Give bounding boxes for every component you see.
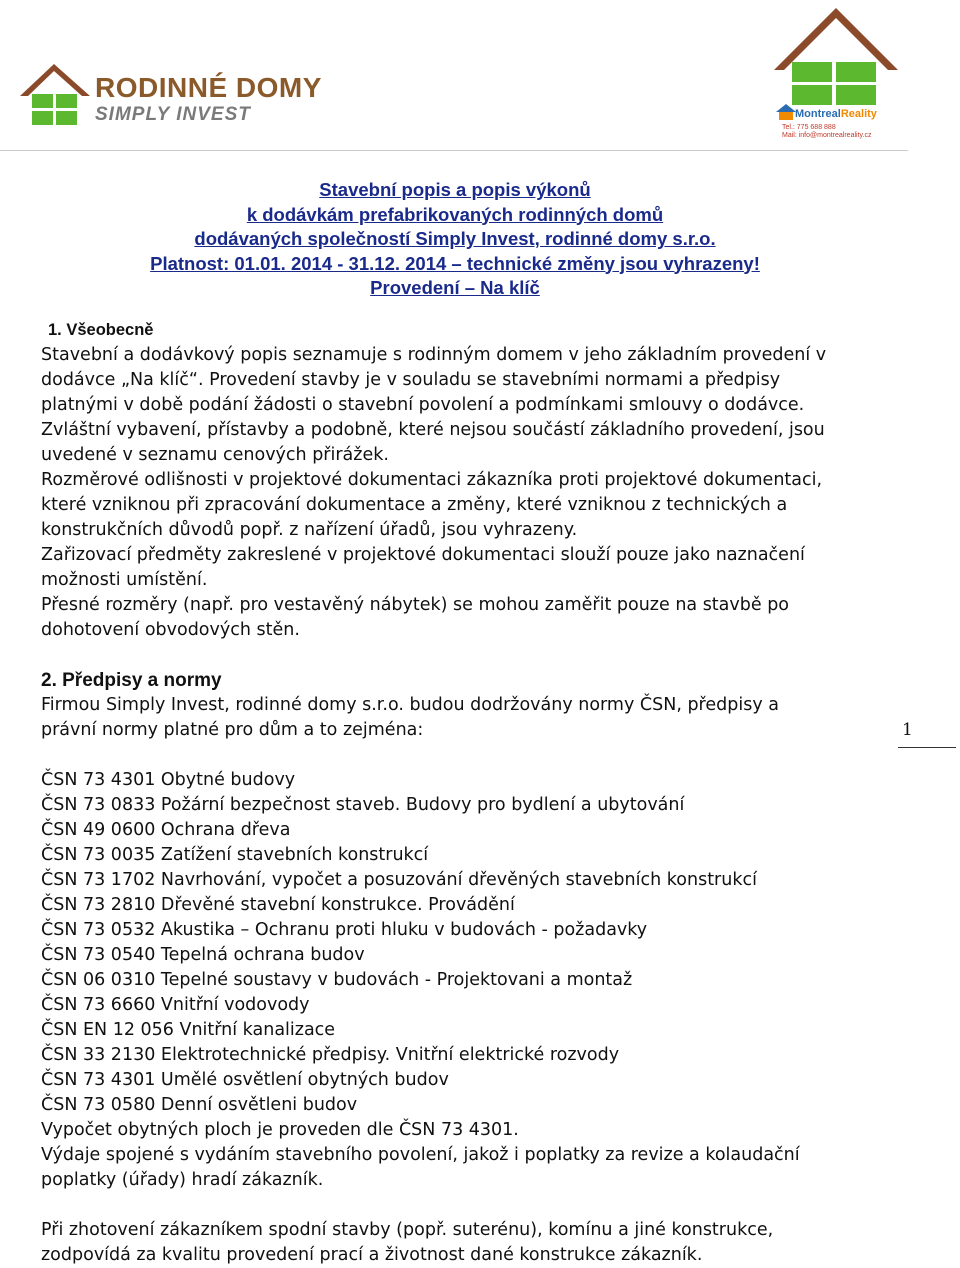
- brand-name: RODINNÉ DOMY: [95, 72, 322, 103]
- text-line: poplatky (úřady) hradí zákazník.: [41, 1170, 324, 1190]
- norm-item: ČSN 73 0540 Tepelná ochrana budov: [41, 945, 365, 965]
- text-line: Firmou Simply Invest, rodinné domy s.r.o. budou dodržovány normy ČSN, předpisy a: [41, 695, 779, 715]
- text-line: Vypočet obytných ploch je proveden dle ČSN 73 4301.: [41, 1120, 519, 1140]
- norm-item: ČSN 73 0532 Akustika – Ochranu proti hluku v budovách - požadavky: [41, 920, 648, 940]
- norm-item: ČSN EN 12 056 Vnitřní kanalizace: [41, 1020, 336, 1040]
- text-line: možnosti umístění.: [41, 570, 208, 590]
- norm-item: ČSN 73 0035 Zatížení stavebních konstrukcí: [41, 845, 429, 865]
- brand-subtitle: SIMPLY INVEST: [95, 104, 251, 125]
- header-divider: [0, 150, 908, 151]
- norm-item: ČSN 06 0310 Tepelné soustavy v budovách - Projektovani a montaž: [41, 970, 633, 990]
- norm-item: ČSN 73 0833 Požární bezpečnost staveb. Budovy pro bydlení a ubytování: [41, 795, 685, 815]
- text-line: konstrukčních důvodů popř. z nařízení úřadů, jsou vyhrazeny.: [41, 520, 578, 540]
- text-line: Rozměrové odlišnosti v projektové dokumentaci zákazníka proti projektové dokumentaci,: [41, 470, 823, 490]
- page-number-underline: [898, 747, 956, 748]
- spacer: [41, 1193, 871, 1218]
- partner-email: Mail: info@montrealreality.cz: [782, 132, 872, 139]
- text-line: Výdaje spojené s vydáním stavebního povolení, jakož i poplatky za revize a kolaudační: [41, 1145, 800, 1165]
- text-line: platnými v době podání žádosti o stavební povolení a podmínkami smlouvy o dodávce.: [41, 395, 805, 415]
- norm-item: ČSN 73 6660 Vnitřní vodovody: [41, 995, 310, 1015]
- document-body: [41, 318, 871, 1268]
- partner-name-part1: Montreal: [795, 108, 841, 120]
- norms-list: [41, 768, 871, 1118]
- page-header: [0, 0, 960, 152]
- partner-phone: Tel.: 775 688 888: [782, 124, 836, 131]
- text-line: dohotovení obvodových stěn.: [41, 620, 300, 640]
- text-line: dodávce „Na klíč“. Provedení stavby je v souladu se stavebními normami a předpisy: [41, 370, 781, 390]
- section-1-text: [41, 343, 871, 643]
- norm-item: ČSN 33 2130 Elektrotechnické předpisy. Vnitřní elektrické rozvody: [41, 1045, 620, 1065]
- text-line: zodpovídá za kvalitu provedení prací a životnost dané konstrukce zákazník.: [41, 1245, 703, 1265]
- norm-item: ČSN 73 4301 Umělé osvětlení obytných budov: [41, 1070, 449, 1090]
- text-line: Přesné rozměry (např. pro vestavěný nábytek) se mohou zaměřit pouze na stavbě po: [41, 595, 790, 615]
- partner-name: [795, 108, 877, 120]
- title-line-3: dodávaných společností Simply Invest, rodinné domy s.r.o.: [194, 228, 716, 249]
- title-line-2: k dodávkám prefabrikovaných rodinných domů: [246, 203, 664, 225]
- norm-item: ČSN 73 2810 Dřevěné stavební konstrukce. Provádění: [41, 895, 515, 915]
- title-line-1: Stavební popis a popis výkonů: [319, 179, 591, 200]
- title-line-4: Platnost: 01.01. 2014 - 31.12. 2014 – technické změny jsou vyhrazeny!: [150, 252, 760, 274]
- partner-house-logo-icon: [770, 4, 900, 144]
- norm-item: ČSN 73 0580 Denní osvětleni budov: [41, 1095, 358, 1115]
- norm-item: ČSN 73 4301 Obytné budovy: [41, 770, 296, 790]
- partner-name-part2: Reality: [840, 108, 877, 120]
- text-line: právní normy platné pro dům a to zejména:: [41, 720, 424, 740]
- text-line: Zvláštní vybavení, přístavby a podobně, které nejsou součástí základního provedení, jsou: [41, 420, 825, 440]
- text-line: uvedené v seznamu cenových přirážek.: [41, 445, 389, 465]
- text-line: Zařizovací předměty zakreslené v projektové dokumentaci slouží pouze jako naznačení: [41, 545, 805, 565]
- page-number: 1: [902, 720, 913, 740]
- document-title: [0, 178, 910, 301]
- text-line: Při zhotovení zákazníkem spodní stavby (popř. suterénu), komínu a jiné konstrukce,: [41, 1220, 774, 1240]
- norm-item: ČSN 73 1702 Navrhování, vypočet a posuzování dřevěných stavebních konstrukcí: [41, 870, 757, 890]
- text-line: Stavební a dodávkový popis seznamuje s rodinným domem v jeho základním provedení v: [41, 345, 827, 365]
- spacer: [41, 743, 871, 768]
- spacer: [41, 643, 871, 668]
- text-line: které vzniknou při zpracování dokumentace a změny, které vzniknou z technických a: [41, 495, 788, 515]
- title-line-5: Provedení – Na klíč: [370, 277, 540, 298]
- section-1-heading: 1. Všeobecně: [48, 321, 154, 339]
- norm-item: ČSN 49 0600 Ochrana dřeva: [41, 820, 291, 840]
- section-2-heading: 2. Předpisy a normy: [41, 670, 222, 691]
